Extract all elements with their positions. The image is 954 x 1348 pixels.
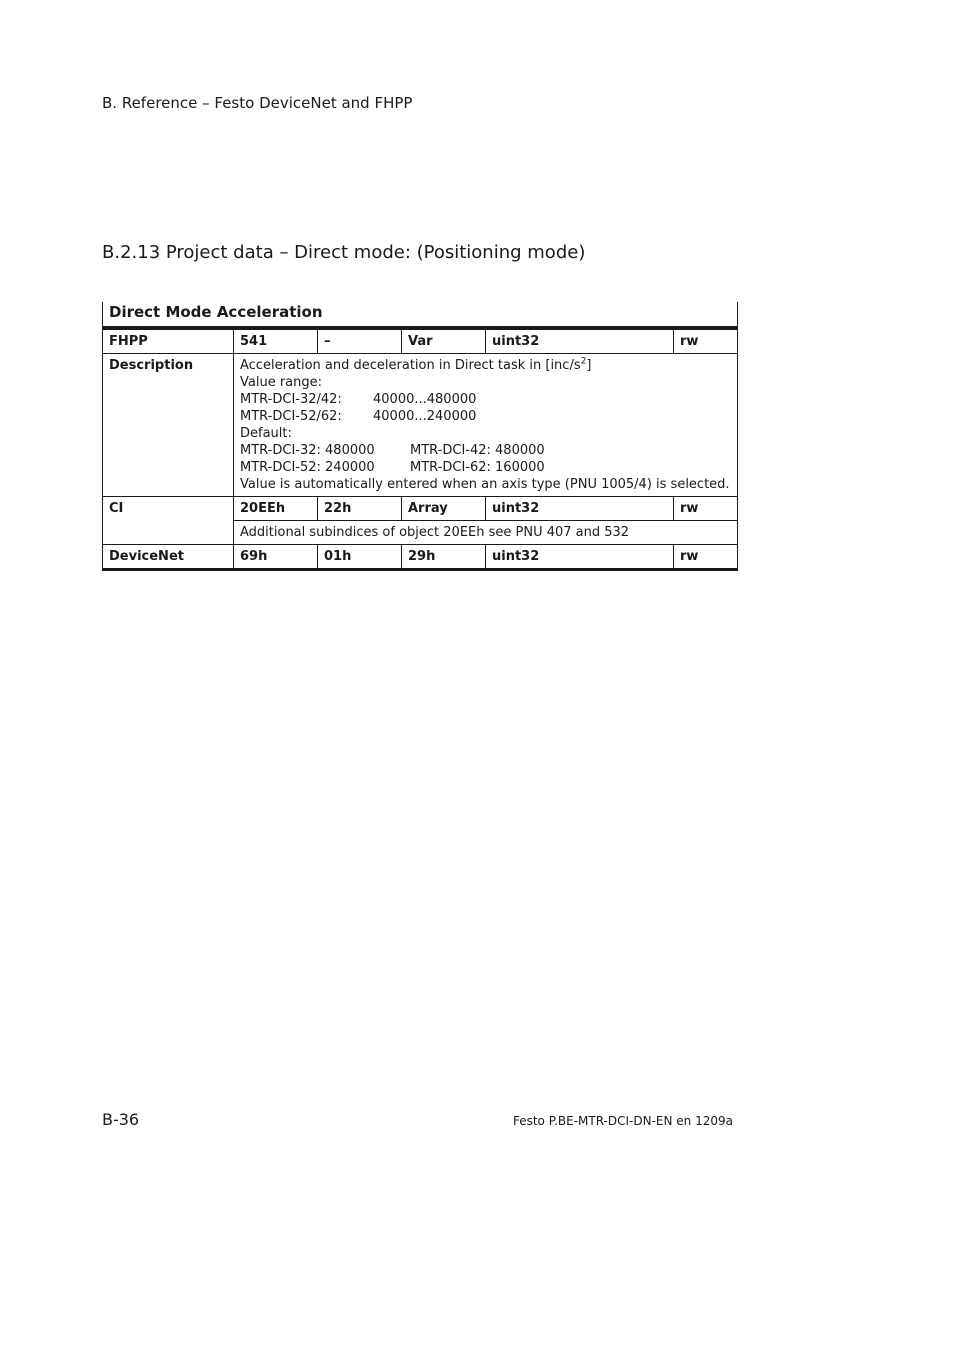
access-cell: rw (674, 545, 738, 570)
page-number: B-36 (102, 1110, 140, 1129)
row-label: DeviceNet (103, 545, 234, 570)
type-cell: uint32 (486, 545, 674, 570)
pnu-cell: 541 (234, 328, 318, 354)
class-cell: 29h (402, 545, 486, 570)
ci-note-cell: Additional subindices of object 20EEh see PNU 407 and 532 (234, 521, 738, 545)
pnu-cell: 20EEh (234, 497, 318, 521)
table-title: Direct Mode Acceleration (103, 302, 738, 328)
section-title: B.2.13 Project data – Direct mode: (Positioning mode) (102, 242, 586, 263)
table-row-devicenet (103, 545, 738, 570)
description-note: Value is automatically entered when an axis type (PNU 1005/4) is selected. (240, 477, 730, 492)
document-reference: Festo P.BE-MTR-DCI-DN-EN en 1209a (512, 1114, 733, 1128)
subindex-cell: 22h (318, 497, 402, 521)
default-row: MTR-DCI-32: 480000 MTR-DCI-42: 480000 (240, 443, 545, 458)
row-label: Description (103, 354, 234, 497)
parameter-table (102, 302, 738, 571)
pnu-cell: 69h (234, 545, 318, 570)
access-cell: rw (674, 497, 738, 521)
value-range-row: MTR-DCI-32/42: 40000...480000 (240, 392, 477, 407)
running-header: B. Reference – Festo DeviceNet and FHPP (102, 94, 413, 112)
description-cell (234, 354, 738, 497)
description-line: Acceleration and deceleration in Direct task in $[inc/s^2]$ (240, 356, 592, 373)
type-cell: uint32 (486, 497, 674, 521)
table-row-fhpp (103, 328, 738, 354)
row-label: CI (103, 497, 234, 545)
access-cell: rw (674, 328, 738, 354)
row-label: FHPP (103, 328, 234, 354)
table-row-ci (103, 497, 738, 521)
type-cell: uint32 (486, 328, 674, 354)
value-range-label: Value range: (240, 375, 323, 390)
table-row-description (103, 354, 738, 497)
class-cell: Array (402, 497, 486, 521)
subindex-cell: 01h (318, 545, 402, 570)
default-row: MTR-DCI-52: 240000 MTR-DCI-62: 160000 (240, 460, 545, 475)
subindex-cell: – (318, 328, 402, 354)
value-range-row: MTR-DCI-52/62: 40000...240000 (240, 409, 477, 424)
class-cell: Var (402, 328, 486, 354)
default-label: Default: (240, 426, 292, 441)
